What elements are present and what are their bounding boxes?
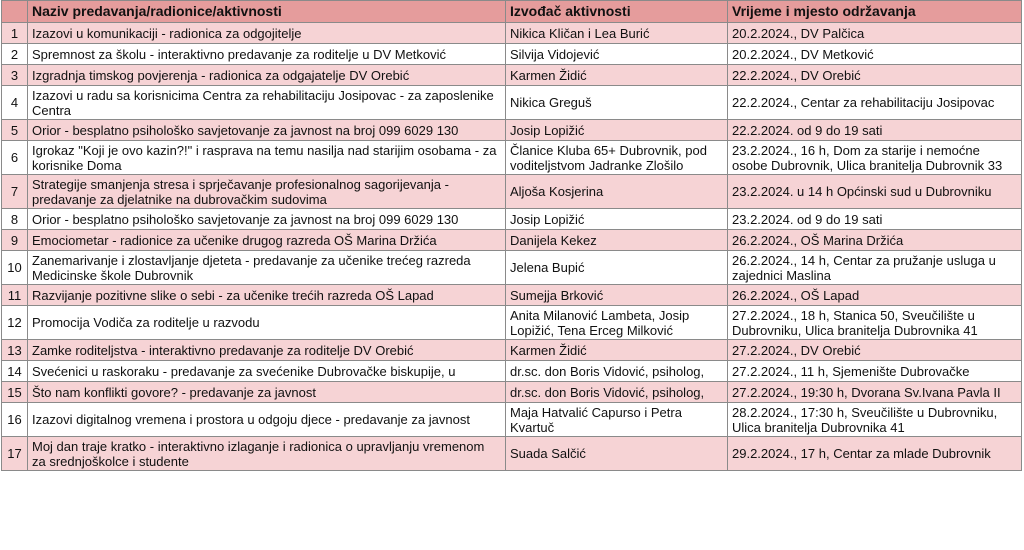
table-row [2, 403, 1022, 437]
time-place: 26.2.2024., 14 h, Centar za pružanje usluga u zajednici Maslina [728, 251, 1022, 285]
performer: Karmen Židić [506, 65, 728, 86]
row-number: 7 [2, 175, 28, 209]
activity-title: Strategije smanjenja stresa i sprječavanje profesionalnog sagorijevanja - predavanje za djelatnike na dubrovačkim sudovima [28, 175, 506, 209]
time-place: 22.2.2024. od 9 do 19 sati [728, 120, 1022, 141]
time-place: 20.2.2024., DV Palčica [728, 23, 1022, 44]
row-number: 17 [2, 437, 28, 471]
table-row [2, 120, 1022, 141]
activity-title: Moj dan traje kratko - interaktivno izlaganje i radionica o upravljanju vremenom za srednjoškolce i studente [28, 437, 506, 471]
table-row [2, 251, 1022, 285]
table-row [2, 65, 1022, 86]
row-number: 1 [2, 23, 28, 44]
activity-title: Spremnost za školu - interaktivno predavanje za roditelje u DV Metković [28, 44, 506, 65]
table-row [2, 361, 1022, 382]
row-number: 4 [2, 86, 28, 120]
performer: Nikica Greguš [506, 86, 728, 120]
activity-title: Promocija Vodiča za roditelje u razvodu [28, 306, 506, 340]
time-place: 23.2.2024. u 14 h Općinski sud u Dubrovniku [728, 175, 1022, 209]
time-place: 28.2.2024., 17:30 h, Sveučilište u Dubrovniku, Ulica branitelja Dubrovnika 41 [728, 403, 1022, 437]
row-number: 11 [2, 285, 28, 306]
table-row [2, 285, 1022, 306]
performer: Karmen Židić [506, 340, 728, 361]
row-number: 13 [2, 340, 28, 361]
table-row [2, 141, 1022, 175]
performer: Josip Lopižić [506, 120, 728, 141]
activity-title: Zamke roditeljstva - interaktivno predavanje za roditelje DV Orebić [28, 340, 506, 361]
performer: Nikica Kličan i Lea Burić [506, 23, 728, 44]
table-row [2, 306, 1022, 340]
time-place: 27.2.2024., 19:30 h, Dvorana Sv.Ivana Pavla II [728, 382, 1022, 403]
performer: Aljoša Kosjerina [506, 175, 728, 209]
time-place: 27.2.2024., DV Orebić [728, 340, 1022, 361]
time-place: 27.2.2024., 11 h, Sjemenište Dubrovačke [728, 361, 1022, 382]
time-place: 22.2.2024., Centar za rehabilitaciju Josipovac [728, 86, 1022, 120]
row-number: 5 [2, 120, 28, 141]
row-number: 10 [2, 251, 28, 285]
activity-title: Emociometar - radionice za učenike drugog razreda OŠ Marina Držića [28, 230, 506, 251]
performer: Suada Salčić [506, 437, 728, 471]
time-place: 23.2.2024. od 9 do 19 sati [728, 209, 1022, 230]
performer: Anita Milanović Lambeta, Josip Lopižić, Tena Erceg Milković [506, 306, 728, 340]
table-row [2, 86, 1022, 120]
time-place: 27.2.2024., 18 h, Stanica 50, Sveučilište u Dubrovniku, Ulica branitelja Dubrovnika 41 [728, 306, 1022, 340]
time-place: 22.2.2024., DV Orebić [728, 65, 1022, 86]
table-row [2, 175, 1022, 209]
table-row [2, 23, 1022, 44]
table-row [2, 382, 1022, 403]
performer: Maja Hatvalić Capurso i Petra Kvartuč [506, 403, 728, 437]
events-table [1, 0, 1022, 471]
header-row [2, 1, 1022, 23]
table-row [2, 230, 1022, 251]
header-time-place: Vrijeme i mjesto održavanja [728, 1, 1022, 23]
row-number: 6 [2, 141, 28, 175]
time-place: 20.2.2024., DV Metković [728, 44, 1022, 65]
performer: Jelena Bupić [506, 251, 728, 285]
header-performer: Izvođač aktivnosti [506, 1, 728, 23]
row-number: 14 [2, 361, 28, 382]
activity-title: Zanemarivanje i zlostavljanje djeteta - predavanje za učenike trećeg razreda Medicinske škole Dubrovnik [28, 251, 506, 285]
activity-title: Svećenici u raskoraku - predavanje za svećenike Dubrovačke biskupije, u [28, 361, 506, 382]
activity-title: Izazovi u radu sa korisnicima Centra za rehabilitaciju Josipovac - za zaposlenike Centra [28, 86, 506, 120]
table-row [2, 44, 1022, 65]
performer: Sumejja Brković [506, 285, 728, 306]
time-place: 26.2.2024., OŠ Marina Držića [728, 230, 1022, 251]
activity-title: Što nam konflikti govore? - predavanje za javnost [28, 382, 506, 403]
performer: Danijela Kekez [506, 230, 728, 251]
row-number: 3 [2, 65, 28, 86]
table-row [2, 209, 1022, 230]
table-row [2, 437, 1022, 471]
activity-title: Orior - besplatno psihološko savjetovanje za javnost na broj 099 6029 130 [28, 209, 506, 230]
performer: Članice Kluba 65+ Dubrovnik, pod voditeljstvom Jadranke Zlošilo [506, 141, 728, 175]
performer: Josip Lopižić [506, 209, 728, 230]
activity-title: Igrokaz "Koji je ovo kazin?!" i rasprava na temu nasilja nad starijim osobama - za korisnike Doma [28, 141, 506, 175]
row-number: 12 [2, 306, 28, 340]
performer: dr.sc. don Boris Vidović, psiholog, [506, 382, 728, 403]
performer: Silvija Vidojević [506, 44, 728, 65]
activity-title: Izazovi digitalnog vremena i prostora u odgoju djece - predavanje za javnost [28, 403, 506, 437]
header-number [2, 1, 28, 23]
activity-title: Razvijanje pozitivne slike o sebi - za učenike trećih razreda OŠ Lapad [28, 285, 506, 306]
row-number: 9 [2, 230, 28, 251]
row-number: 15 [2, 382, 28, 403]
row-number: 16 [2, 403, 28, 437]
activity-title: Izazovi u komunikaciji - radionica za odgojitelje [28, 23, 506, 44]
table-row [2, 340, 1022, 361]
performer: dr.sc. don Boris Vidović, psiholog, [506, 361, 728, 382]
row-number: 8 [2, 209, 28, 230]
row-number: 2 [2, 44, 28, 65]
header-title: Naziv predavanja/radionice/aktivnosti [28, 1, 506, 23]
activity-title: Izgradnja timskog povjerenja - radionica za odgajatelje DV Orebić [28, 65, 506, 86]
time-place: 26.2.2024., OŠ Lapad [728, 285, 1022, 306]
time-place: 29.2.2024., 17 h, Centar za mlade Dubrovnik [728, 437, 1022, 471]
activity-title: Orior - besplatno psihološko savjetovanje za javnost na broj 099 6029 130 [28, 120, 506, 141]
time-place: 23.2.2024., 16 h, Dom za starije i nemoćne osobe Dubrovnik, Ulica branitelja Dubrovnik 33 [728, 141, 1022, 175]
